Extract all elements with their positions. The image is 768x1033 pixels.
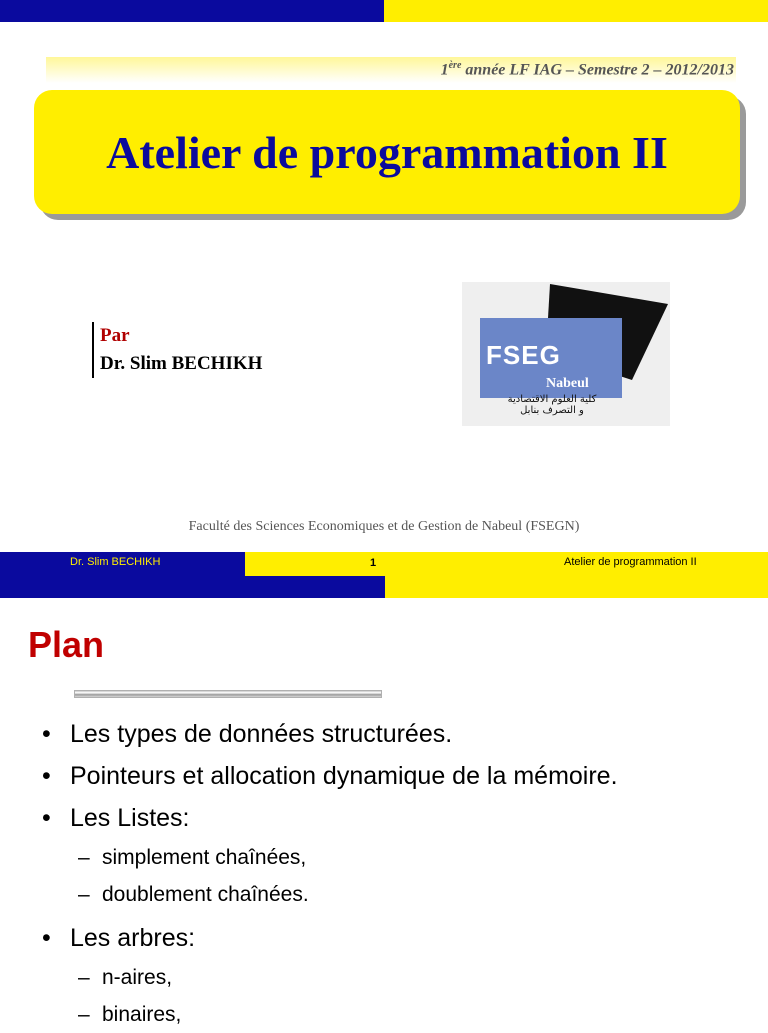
logo-city-text: Nabeul <box>546 376 589 391</box>
fseg-logo <box>462 282 670 426</box>
slide-title: Atelier de programmation II <box>106 126 668 178</box>
footer-author: Dr. Slim BECHIKH <box>70 556 161 568</box>
list-item: • Pointeurs et allocation dynamique de la mémoire. <box>40 755 760 797</box>
footer-page-number: 1 <box>370 557 377 569</box>
top-color-bar <box>0 0 768 22</box>
footer-yellow-center <box>245 552 517 576</box>
sub-list-item: – simplement chaînées, <box>40 839 760 876</box>
title-underline <box>74 690 382 698</box>
by-label: Par <box>100 325 130 346</box>
logo-main-text: FSEG <box>486 340 561 370</box>
top-bar-blue <box>0 0 384 22</box>
course-subtitle: 1ère année LF IAG – Semestre 2 – 2012/2013 <box>440 60 734 79</box>
plan-list <box>40 713 760 1033</box>
sub-list-item: – doublement chaînées. <box>40 876 760 913</box>
plan-title: Plan <box>28 624 105 665</box>
sub-list-item: – n-aires, <box>40 959 760 996</box>
author-name: Dr. Slim BECHIKH <box>100 353 263 374</box>
footer-course: Atelier de programmation II <box>564 556 697 568</box>
footer-blue-lower <box>245 576 385 598</box>
sub-list-item: – binaires, <box>40 996 760 1033</box>
slide-footer <box>0 552 768 598</box>
top-bar-yellow <box>384 0 768 22</box>
logo-arabic-line1: كلية العلوم الاقتصادية <box>507 394 597 405</box>
faculty-name: Faculté des Sciences Economiques et de Gestion de Nabeul (FSEGN) <box>188 519 580 534</box>
list-item: • Les arbres: <box>40 917 760 959</box>
logo-arabic-line2: و التصرف بنابل <box>520 405 584 416</box>
list-item: • Les types de données structurées. <box>40 713 760 755</box>
logo-arabic-text <box>482 394 622 416</box>
author-block <box>92 322 262 378</box>
footer-yellow-lower <box>385 576 768 598</box>
list-item: • Les Listes: <box>40 797 760 839</box>
